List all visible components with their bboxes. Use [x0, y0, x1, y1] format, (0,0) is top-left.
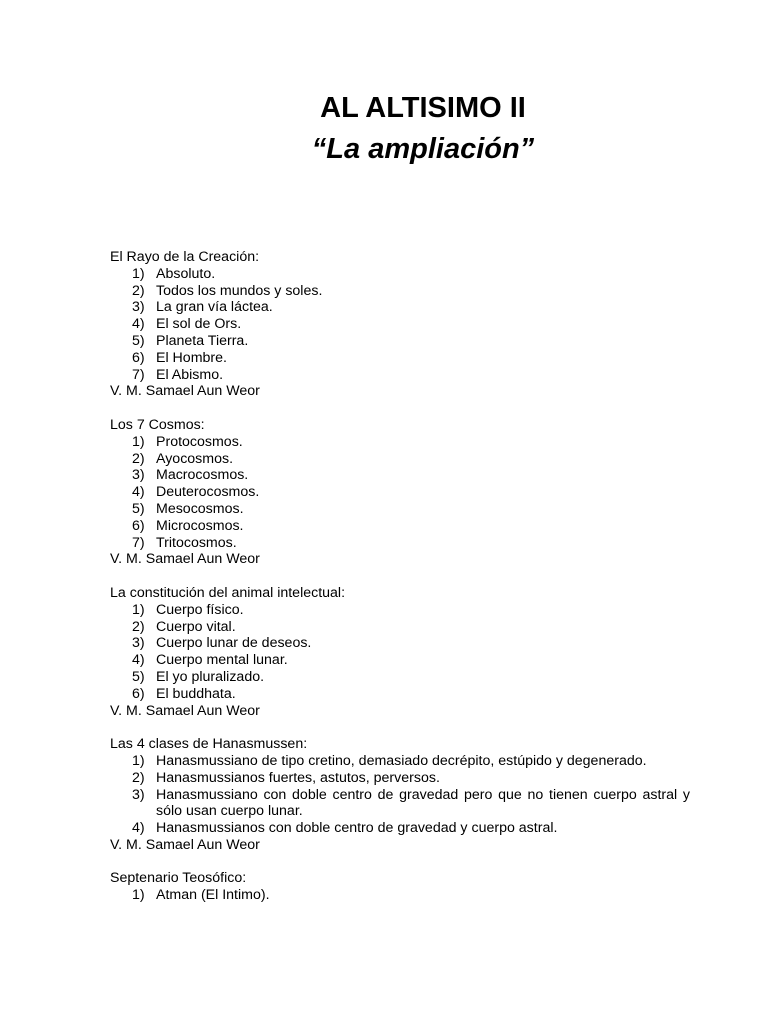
- list-item: [110, 635, 690, 652]
- document-section: [110, 417, 690, 568]
- list-item-number: 3): [132, 635, 145, 652]
- list-item-text: El Abismo.: [156, 366, 224, 383]
- list-item-text: El Hombre.: [156, 349, 227, 366]
- list-item-text: Tritocosmos.: [156, 534, 237, 551]
- list-item-number: 5): [132, 500, 145, 517]
- list-item-number: 4): [132, 652, 145, 669]
- list-item: [110, 316, 690, 333]
- list-item: [110, 518, 690, 535]
- list-item-number: 2): [132, 282, 145, 299]
- list-item: [110, 820, 690, 837]
- list-item-text: El sol de Ors.: [156, 316, 242, 333]
- list-item-number: 3): [132, 467, 145, 484]
- list-item: [110, 484, 690, 501]
- list-item-number: 1): [132, 601, 145, 618]
- list-item-number: 1): [132, 433, 145, 450]
- list-item-number: 6): [132, 685, 145, 702]
- list-item-text: El yo pluralizado.: [156, 668, 265, 685]
- list-item-number: 2): [132, 769, 145, 786]
- list-item-text: Hanasmussiano con doble centro de gravedad pero que no tienen cuerpo astral y sólo usan cuerpo lunar.: [156, 786, 690, 820]
- document-section: [110, 736, 690, 854]
- list-item: [110, 602, 690, 619]
- list-item-text: La gran vía láctea.: [156, 299, 273, 316]
- section-heading: Septenario Teosófico:: [110, 870, 247, 887]
- list-item: [110, 535, 690, 552]
- list-item-text: Atman (El Intimo).: [156, 887, 270, 904]
- numbered-list: [110, 266, 690, 384]
- numbered-list: [110, 602, 690, 703]
- document-subtitle: “La ampliación”: [311, 133, 535, 165]
- document-body: [110, 249, 690, 921]
- list-item-text: Cuerpo lunar de deseos.: [156, 635, 312, 652]
- list-item: [110, 619, 690, 636]
- list-item-number: 4): [132, 316, 145, 333]
- list-item: [110, 451, 690, 468]
- document-section: [110, 870, 690, 904]
- list-item: [110, 367, 690, 384]
- list-item: [110, 787, 690, 821]
- list-item-text: Hanasmussiano de tipo cretino, demasiado decrépito, estúpido y degenerado.: [156, 752, 647, 769]
- list-item-number: 7): [132, 366, 145, 383]
- numbered-list: [110, 753, 690, 837]
- list-item: [110, 299, 690, 316]
- section-heading: Los 7 Cosmos:: [110, 416, 205, 433]
- list-item-text: Hanasmussianos fuertes, astutos, perversos.: [156, 769, 440, 786]
- list-item: [110, 266, 690, 283]
- list-item: [110, 350, 690, 367]
- list-item-text: Absoluto.: [156, 265, 216, 282]
- list-item-number: 1): [132, 752, 145, 769]
- list-item: [110, 686, 690, 703]
- section-heading: La constitución del animal intelectual:: [110, 584, 346, 601]
- list-item-text: Cuerpo vital.: [156, 618, 236, 635]
- list-item-number: 1): [132, 265, 145, 282]
- list-item: [110, 467, 690, 484]
- list-item-text: Protocosmos.: [156, 433, 243, 450]
- list-item-text: El buddhata.: [156, 685, 236, 702]
- list-item-text: Ayocosmos.: [156, 450, 234, 467]
- document-title: AL ALTISIMO II: [320, 92, 526, 124]
- list-item-text: Macrocosmos.: [156, 467, 249, 484]
- list-item-number: 6): [132, 517, 145, 534]
- list-item-number: 3): [132, 786, 145, 803]
- list-item-text: Mesocosmos.: [156, 500, 244, 517]
- section-author: V. M. Samael Aun Weor: [110, 551, 260, 568]
- section-author: V. M. Samael Aun Weor: [110, 702, 260, 719]
- list-item: [110, 652, 690, 669]
- section-author: V. M. Samael Aun Weor: [110, 836, 260, 853]
- document-section: [110, 249, 690, 400]
- list-item-number: 1): [132, 887, 145, 904]
- section-author: V. M. Samael Aun Weor: [110, 383, 260, 400]
- list-item: [110, 434, 690, 451]
- list-item-number: 5): [132, 668, 145, 685]
- list-item: [110, 283, 690, 300]
- list-item-number: 3): [132, 299, 145, 316]
- list-item: [110, 501, 690, 518]
- section-heading: Las 4 clases de Hanasmussen:: [110, 736, 308, 753]
- list-item-text: Deuterocosmos.: [156, 484, 260, 501]
- list-item-text: Cuerpo físico.: [156, 601, 244, 618]
- section-heading: El Rayo de la Creación:: [110, 249, 260, 265]
- list-item-text: Microcosmos.: [156, 517, 244, 534]
- list-item: [110, 669, 690, 686]
- list-item-number: 7): [132, 534, 145, 551]
- list-item-number: 4): [132, 820, 145, 837]
- list-item-text: Hanasmussianos con doble centro de gravedad y cuerpo astral.: [156, 820, 558, 837]
- list-item-text: Todos los mundos y soles.: [156, 282, 323, 299]
- document-section: [110, 585, 690, 719]
- list-item-text: Planeta Tierra.: [156, 332, 249, 349]
- list-item-number: 6): [132, 349, 145, 366]
- list-item: [110, 753, 690, 770]
- list-item-number: 5): [132, 332, 145, 349]
- numbered-list: [110, 434, 690, 552]
- list-item: [110, 887, 690, 904]
- list-item-number: 4): [132, 484, 145, 501]
- list-item: [110, 333, 690, 350]
- list-item-number: 2): [132, 618, 145, 635]
- list-item-text: Cuerpo mental lunar.: [156, 652, 288, 669]
- numbered-list: [110, 887, 690, 904]
- list-item-number: 2): [132, 450, 145, 467]
- list-item: [110, 770, 690, 787]
